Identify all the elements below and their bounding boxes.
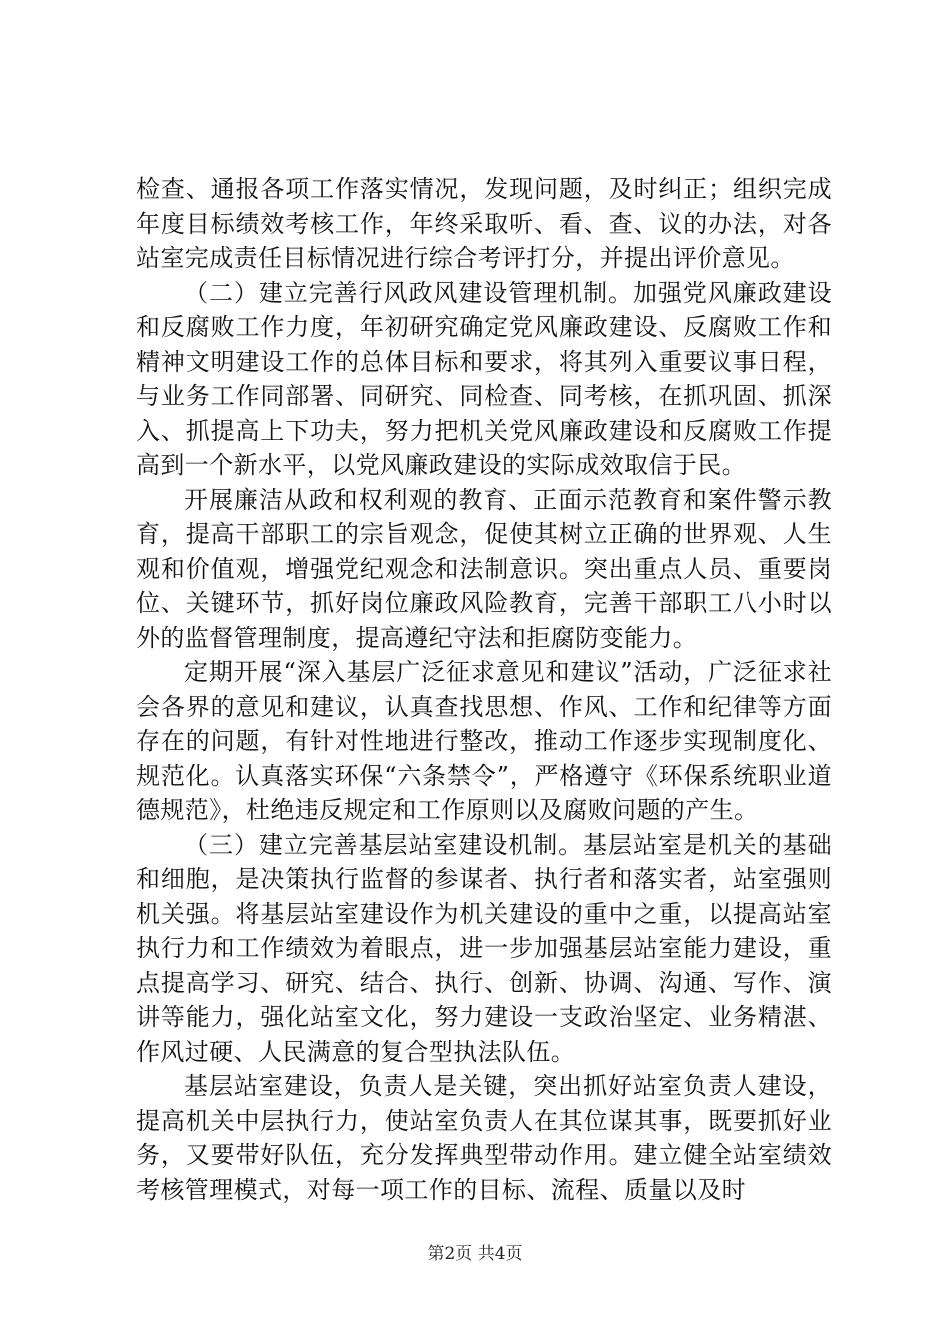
paragraph-2: （二）建立完善行风政风建设管理机制。加强党风廉政建设和反腐败工作力度，年初研究确定党风廉政建设、反腐败工作和精神文明建设工作的总体目标和要求，将其列入重要议事日程，与业务工作同部署、同研究、同检查、同考核，在抓巩固、抓深入、抓提高上下功夫，努力把机关党风廉政建设和反腐败工作提高到一个新水平，以党风廉政建设的实际成效取信于民。: [136, 278, 832, 479]
paragraph-4: 定期开展“深入基层广泛征求意见和建议”活动，广泛征求社会各界的意见和建议，认真查找思想、作风、工作和纪律等方面存在的问题，有针对性地进行整改，推动工作逐步实现制度化、规范化。认真落实环保“六条禁令”，严格遵守《环保系统职业道德规范》，杜绝违反规定和工作原则以及腐败问题的产生。: [136, 658, 832, 824]
paragraph-5: （三）建立完善基层站室建设机制。基层站室是机关的基础和细胞，是决策执行监督的参谋者、执行者和落实者，站室强则机关强。将基层站室建设作为机关建设的重中之重，以提高站室执行力和工作绩效为着眼点，进一步加强基层站室能力建设，重点提高学习、研究、结合、执行、创新、协调、沟通、写作、演讲等能力，强化站室文化，努力建设一支政治坚定、业务精湛、作风过硬、人民满意的复合型执法队伍。: [136, 830, 832, 1066]
document-body: [136, 172, 832, 1207]
paragraph-1: 检查、通报各项工作落实情况，发现问题，及时纠正；组织完成年度目标绩效考核工作，年终采取听、看、查、议的办法，对各站室完成责任目标情况进行综合考评打分，并提出评价意见。: [136, 175, 832, 272]
paragraph-3: 开展廉洁从政和权利观的教育、正面示范教育和案件警示教育，提高干部职工的宗旨观念，促使其树立正确的世界观、人生观和价值观，增强党纪观念和法制意识。突出重点人员、重要岗位、关键环节，抓好岗位廉政风险教育，完善干部职工八小时以外的监督管理制度，提高遵纪守法和拒腐防变能力。: [136, 485, 832, 652]
page-number-footer: 第2页 共4页: [427, 1244, 523, 1264]
paragraph-6: 基层站室建设，负责人是关键，突出抓好站室负责人建设，提高机关中层执行力，使站室负责人在其位谋其事，既要抓好业务，又要带好队伍，充分发挥典型带动作用。建立健全站室绩效考核管理模式，对每一项工作的目标、流程、质量以及时: [136, 1072, 832, 1204]
